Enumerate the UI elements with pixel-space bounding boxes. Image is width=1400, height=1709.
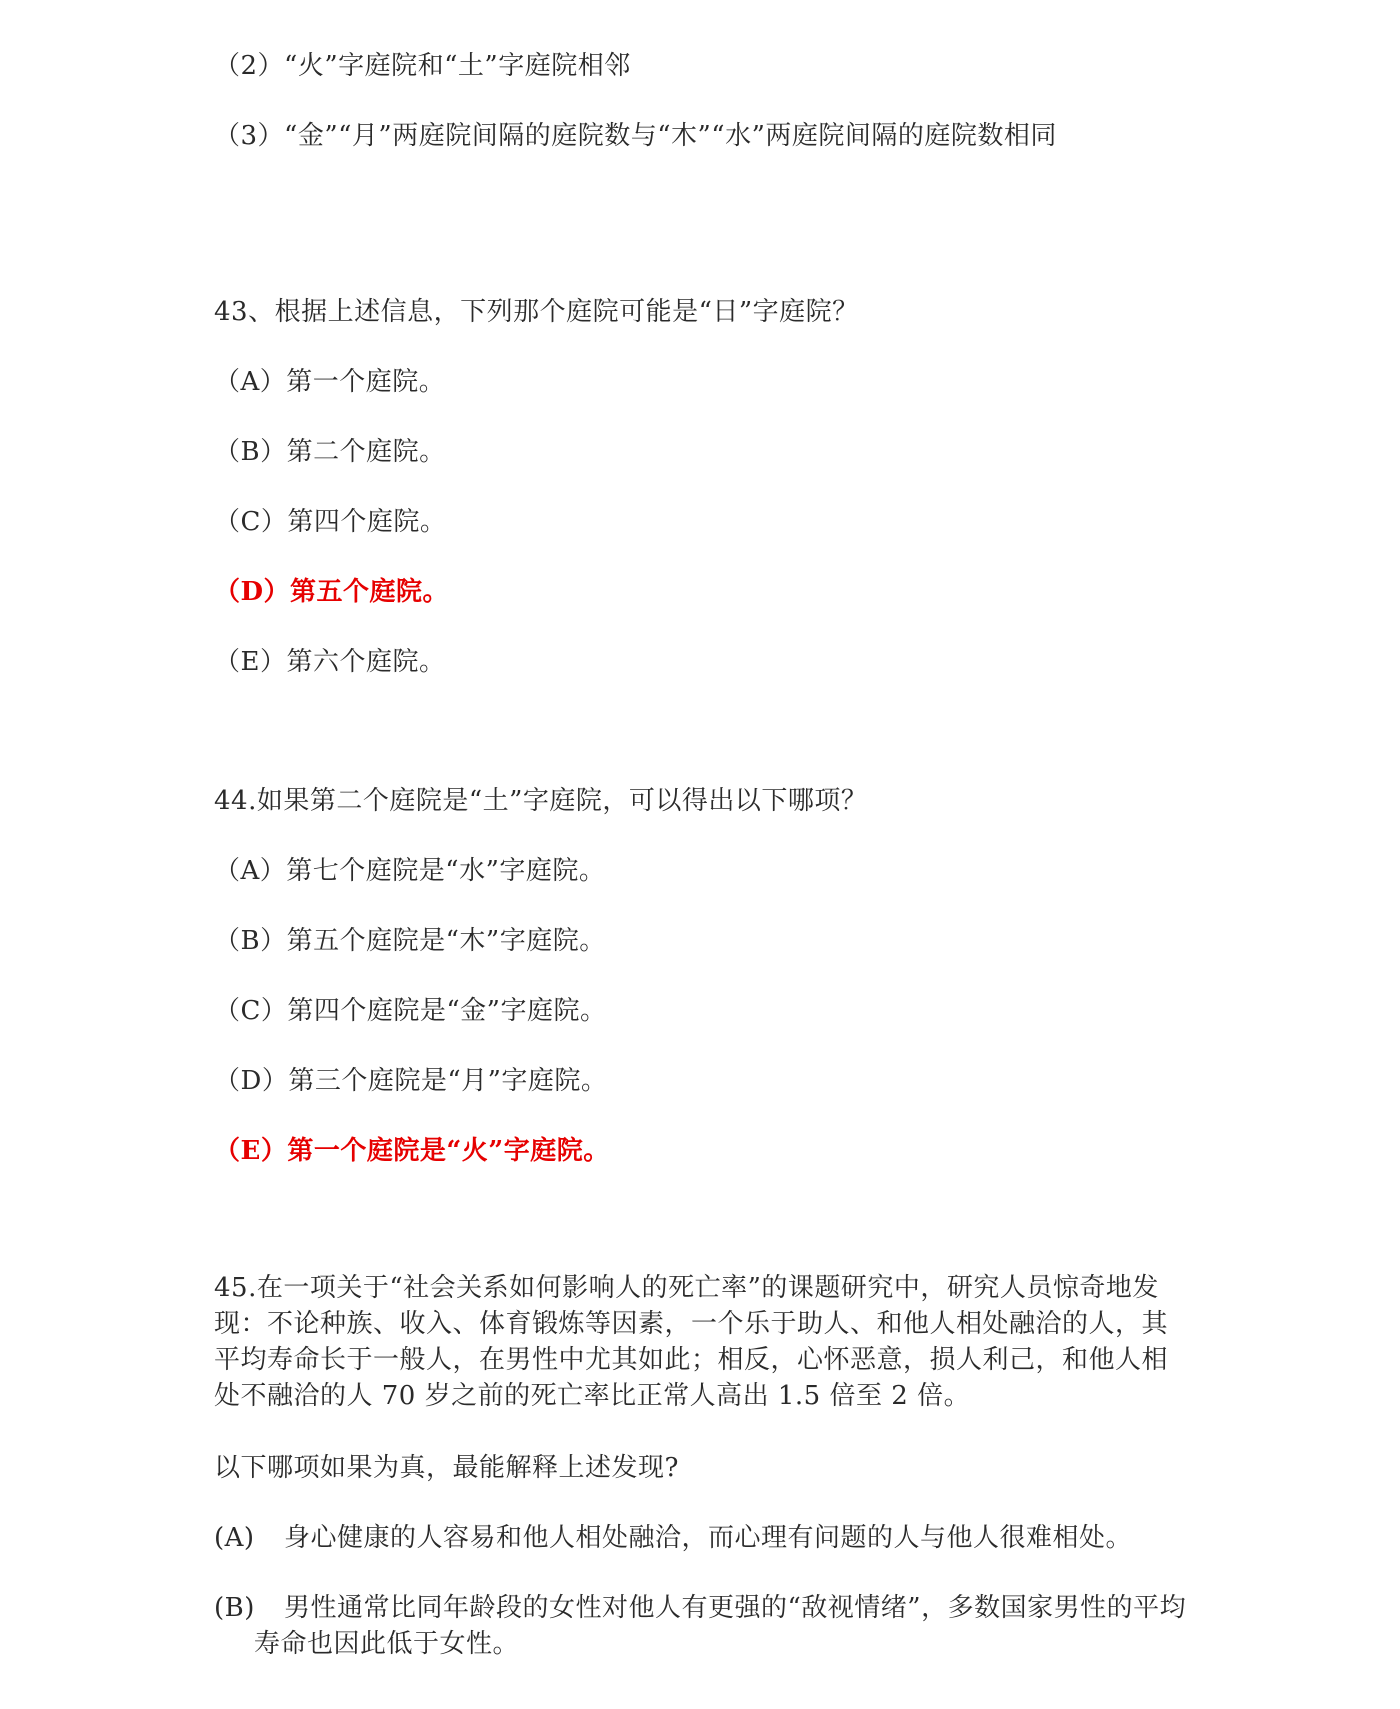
q45-option-b-text: 男性通常比同年龄段的女性对他人有更强的“敌视情绪”，多数国家男性的平均寿命也因此低于女性。 <box>254 1593 1187 1659</box>
q44-option-b: （B）第五个庭院是“木”字庭院。 <box>214 926 606 956</box>
q45-option-a-label: (A) <box>214 1523 255 1553</box>
q44-option-c: （C）第四个庭院是“金”字庭院。 <box>214 996 607 1026</box>
q45-option-a <box>214 1520 1194 1556</box>
q43-option-c: （C）第四个庭院。 <box>214 507 447 537</box>
q43-option-e: （E）第六个庭院。 <box>214 647 446 677</box>
q43-option-a: （A）第一个庭院。 <box>214 367 446 397</box>
question-45-prompt: 以下哪项如果为真，最能解释上述发现? <box>214 1453 679 1483</box>
q45-option-a-text: 身心健康的人容易和他人相处融洽，而心理有问题的人与他人很难相处。 <box>284 1523 1133 1553</box>
q44-option-d: （D）第三个庭院是“月”字庭院。 <box>214 1066 608 1096</box>
question-43-stem: 43、根据上述信息，下列那个庭院可能是“日”字庭院？ <box>214 297 859 327</box>
question-45-stem: 45.在一项关于“社会关系如何影响人的死亡率”的课题研究中，研究人员惊奇地发现：不论种族、收入、体育锻炼等因素，一个乐于助人、和他人相处融洽的人，其平均寿命长于一般人，在男性中尤其如此；相反，心怀恶意，损人利己，和他人相处不融洽的人 70 岁之前的死亡率比正常人高出 1.5 倍至 2 倍。 <box>214 1273 1169 1411</box>
q44-option-e-correct-answer: （E）第一个庭院是“火”字庭院。 <box>214 1136 610 1166</box>
condition-3: （3）“金”“月”两庭院间隔的庭院数与“木”“水”两庭院间隔的庭院数相同 <box>214 121 1057 151</box>
q45-option-b-label: (B) <box>214 1593 255 1623</box>
q43-option-b: （B）第二个庭院。 <box>214 437 446 467</box>
question-44-stem: 44.如果第二个庭院是“土”字庭院，可以得出以下哪项？ <box>214 786 868 816</box>
condition-2: （2）“火”字庭院和“土”字庭院相邻 <box>214 51 631 81</box>
q44-option-a: （A）第七个庭院是“水”字庭院。 <box>214 856 606 886</box>
q43-option-d-correct-answer: （D）第五个庭院。 <box>214 577 450 607</box>
q45-option-b <box>214 1590 1194 1662</box>
